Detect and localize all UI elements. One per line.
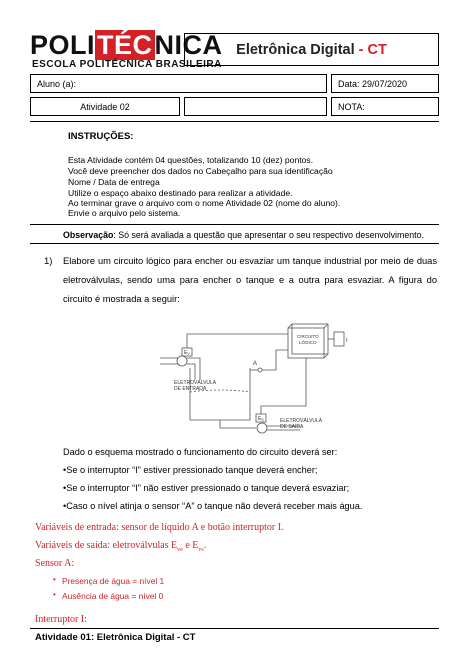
instructions-title: INSTRUÇÕES: bbox=[68, 131, 134, 142]
logo-subtitle: ESCOLA POLITÉCNICA BRASILEIRA bbox=[32, 59, 222, 70]
date-field: Data: 29/07/2020 bbox=[331, 74, 439, 93]
valve-out-label-1: ELETROVÁLVULA bbox=[280, 418, 323, 424]
observation-label: Observação bbox=[63, 230, 114, 240]
question-text: Elabore um circuito lógico para encher ou esvaziar um tanque industrial por meio de duas eletroválvulas, sendo uma para encher o tanque e a outra para esvaziar. A figura do circuito é mostrada a seguir: bbox=[63, 256, 437, 304]
activity-field: Atividade 02 bbox=[30, 97, 180, 116]
bullet-item: •Caso o nível atinja o sensor “A” o tanque não deverá receber mais água. bbox=[63, 501, 363, 511]
divider bbox=[30, 224, 439, 225]
interrupter-title: Interruptor I: bbox=[35, 614, 87, 625]
inlet-valve bbox=[160, 348, 200, 380]
switch-shape bbox=[328, 332, 344, 346]
document-title: Eletrônica Digital bbox=[236, 41, 355, 58]
circuit-label-2: LÓGICO bbox=[299, 340, 317, 345]
observation bbox=[63, 230, 424, 240]
school-logo bbox=[30, 30, 223, 70]
scheme-intro: Dado o esquema mostrado o funcionamento do circuito deverá ser: bbox=[63, 447, 338, 457]
sensor-shape bbox=[250, 368, 262, 372]
sensor-label: A bbox=[253, 361, 258, 367]
page-footer: Atividade 01: Eletrônica Digital - CT bbox=[35, 632, 196, 643]
valve-in-label-1: ELETROVÁLVULA bbox=[174, 380, 217, 386]
question-number: 1) bbox=[44, 256, 53, 267]
switch-label: I bbox=[346, 338, 348, 344]
instruction-line: Envie o arquivo pelo sistema. bbox=[68, 208, 181, 218]
instruction-line: Esta Atividade contém 04 questões, totalizando 10 (dez) pontos. bbox=[68, 155, 314, 165]
bullet-item: •Se o interruptor “I” não estiver pressionado o tanque deverá esvaziar; bbox=[63, 483, 350, 493]
observation-text: : Só será avaliada a questão que apresentar o seu respectivo desenvolvimento. bbox=[113, 230, 424, 240]
document-title-suffix: - CT bbox=[358, 41, 387, 58]
student-name-field: Aluno (a): bbox=[30, 74, 327, 93]
sensor-item: Presença de água = nível 1 bbox=[62, 576, 165, 586]
blank-field bbox=[184, 97, 327, 116]
sensor-item: Ausência de água = nível 0 bbox=[62, 591, 164, 601]
tank-shape bbox=[190, 368, 250, 420]
circuit-diagram bbox=[160, 320, 360, 440]
input-variables: Variáveis de entrada: sensor de líquido A e botão interruptor I. bbox=[35, 522, 284, 533]
valve-out-label-2: DE SAÍDA bbox=[280, 424, 304, 430]
instruction-line: Ao terminar grave o arquivo com o nome Atividade 02 (nome do aluno). bbox=[68, 198, 341, 208]
bullet-item: •Se o interruptor “I” estiver pressionado tanque deverá encher; bbox=[63, 465, 318, 475]
logo-wordmark: POLITÉCNICA bbox=[30, 30, 223, 60]
instruction-line: Nome / Data de entrega bbox=[68, 177, 160, 187]
sensor-title: Sensor A: bbox=[35, 558, 75, 569]
output-variables: Variáveis de saída: eletroválvulas $E_{ve}$ e $E_{vs}$. bbox=[35, 540, 207, 553]
valve-in-label-2: DE ENTRADA bbox=[174, 386, 207, 392]
circuit-label-1: CIRCUITO bbox=[297, 334, 319, 339]
instruction-line: Utilize o espaço abaixo destinado para realizar a atividade. bbox=[68, 188, 293, 198]
bullet-dot: • bbox=[53, 575, 56, 584]
bullet-dot: • bbox=[53, 590, 56, 599]
divider bbox=[30, 121, 439, 122]
grade-field: NOTA: bbox=[331, 97, 439, 116]
instruction-line: Você deve preencher dos dados no Cabeçalho para sua identificação bbox=[68, 166, 333, 176]
document-title-box bbox=[184, 33, 439, 66]
footer-divider bbox=[30, 628, 439, 629]
es-label: $E_S$ bbox=[258, 416, 264, 422]
divider bbox=[30, 243, 439, 244]
ev-label: $E_V$ bbox=[184, 350, 190, 356]
